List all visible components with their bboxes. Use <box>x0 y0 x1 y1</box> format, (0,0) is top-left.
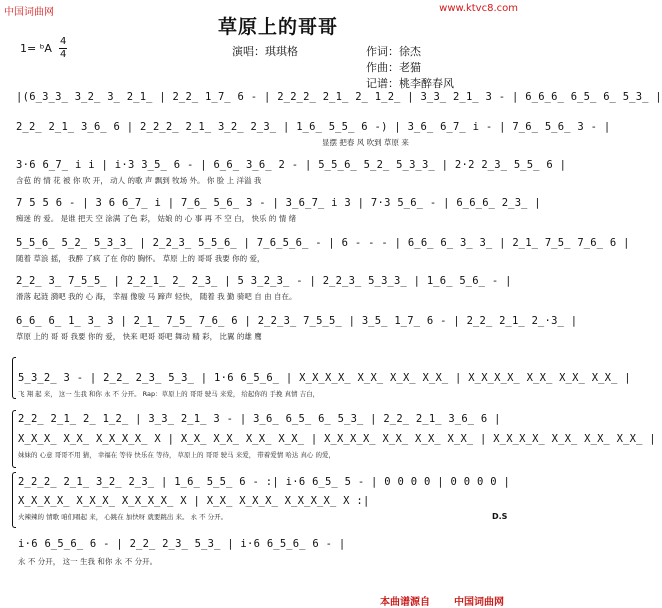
score-row-10-rap-rhythm: X̲X̲X̲X̲ X̲X̲X̲ X̲X̲X̲X̲ X | X̲X̲ X̲X̲X̲ X̲X̲X̲X̲ X :| <box>18 495 370 507</box>
score-row-5-notes: 5̲5̲6̲ 5̲2̲ 5̲3̲3̲ | 2̲2̲3̲ 5̲5̲6̲ | 7̲6̲5̲6̲ - | 6 - - - | 6̲6̲ 6̲ 3̲ 3̲ | 2̲1̲ 7̲5̲ 7̲6̲ 6 | <box>16 237 630 249</box>
dal-segno-mark: D.S <box>492 512 508 521</box>
time-signature-bottom: 4 <box>60 49 67 60</box>
score-row-2-lyrics: 显摆 把春 风 吹到 草原 来 <box>322 138 409 147</box>
source-label: 本曲谱源自 <box>380 597 430 608</box>
composer-credit: 作曲：老猫 <box>366 61 421 74</box>
system-brace <box>12 357 16 399</box>
score-row-4-lyrics: 痴迷 的 爱。 是谁 把天 空 涂满 了色 彩， 姑娘 的 心 事 再 不 空 白， 快乐 的 情 绪 <box>16 214 297 223</box>
score-row-7-lyrics: 草原 上的 哥 哥 我要 你的 爱， 快来 吧哥 哥吧 舞动 精 彩， 比翼 的雄 鹰 <box>16 332 262 341</box>
score-row-1-notes: |(6̲3̲3̲ 3̲2̲ 3̲ 2̲1̲ | 2̲2̲ 1̲7̲ 6 - | 2̲2̲2̲ 2̲1̲ 2̲ 1̲2̲ | 3̲3̲ 2̲1̲ 3 - | 6̲6̲6̲ 6̲5̲ 6̲ 5̲3̲ | <box>16 91 662 103</box>
score-row-11-notes: i·6 6̲5̲6̲ 6 - | 2̲2̲ 2̲3̲ 5̲3̲ | i·6 6̲5̲6̲ 6 - | <box>18 538 346 550</box>
score-row-10-lyrics: 火辣辣的 情歌 咱们唱起 来， 心跳在 加快呀 就要跳出 来。 永 不 分开。 <box>18 513 228 521</box>
transcriber-credit: 记谱：桃李醉春风 <box>366 77 454 90</box>
score-row-6-notes: 2̲2̲ 3̲ 7̲5̲5̲ | 2̲2̲1̲ 2̲ 2̲3̲ | 5 3̲2̲3̲ - | 2̲2̲3̲ 5̲3̲3̲ | 1̲6̲ 5̲6̲ - | <box>16 275 512 287</box>
watermark-site-url: www.ktvc8.com <box>439 3 518 14</box>
system-brace <box>12 472 16 528</box>
watermark-site-name: 中国词曲网 <box>4 7 54 18</box>
score-row-9-melody: 2̲2̲ 2̲1̲ 2̲ 1̲2̲ | 3̲3̲ 2̲1̲ 3 - | 3̲6̲ 6̲5̲ 6̲ 5̲3̲ | 2̲2̲ 2̲1̲ 3̲6̲ 6 | <box>18 413 501 425</box>
lyricist-credit: 作词：徐杰 <box>366 45 421 58</box>
score-row-9-lyrics: 妹妹的 心意 哥哥不用 猜， 幸福在 等待 快乐在 等待， 草原上的 哥哥 驶马 来爱， 带着爱情 哈达 真心 的爱， <box>18 451 335 459</box>
score-row-5-lyrics: 随着 草浪 摇， 我醉 了疯 了在 你的 胸怀。 草原 上的 哥哥 我要 你的 爱， <box>16 254 265 263</box>
score-row-3-notes: 3·6 6̲7̲ i i | i·3 3̲5̲ 6 - | 6̲6̲ 3̲6̲ 2 - | 5̲5̲6̲ 5̲2̲ 5̲3̲3̲ | 2·2 2̲3̲ 5̲5̲ 6 | <box>16 159 567 171</box>
time-signature-top: 4 <box>60 36 67 47</box>
score-row-4-notes: 7 5 5 6 - | 3 6 6̲7̲ i | 7̲6̲ 5̲6̲ 3 - | 3̲6̲7̲ i 3 | 7·3 5̲6̲ - | 6̲6̲6̲ 2̲3̲ | <box>16 197 541 209</box>
source-site-name: 中国词曲网 <box>454 597 504 608</box>
score-row-9-rap-rhythm: X̲X̲X̲ X̲X̲ X̲X̲X̲X̲ X | X̲X̲ X̲X̲ X̲X̲ X̲X̲ | X̲X̲X̲X̲ X̲X̲ X̲X̲ X̲X̲ | X̲X̲X̲X̲ X̲X̲ X̲X̲ X̲X̲ | <box>18 433 656 445</box>
score-row-2-notes: 2̲2̲ 2̲1̲ 3̲6̲ 6 | 2̲2̲2̲ 2̲1̲ 3̲2̲ 2̲3̲ | 1̲6̲ 5̲5̲ 6 -) | 3̲6̲ 6̲7̲ i - | 7̲6̲ 5̲6̲ 3 - | <box>16 121 611 133</box>
score-row-6-lyrics: 滑落 起涟 漪吧 我的 心 海， 幸福 像骏 马 蹄声 轻快， 随着 我 勤 骑吧 自 由 自在。 <box>16 292 297 301</box>
score-row-7-notes: 6̲6̲ 6̲ 1̲ 3̲ 3 | 2̲1̲ 7̲5̲ 7̲6̲ 6 | 2̲2̲3̲ 7̲5̲5̲ | 3̲5̲ 1̲7̲ 6 - | 2̲2̲ 2̲1̲ 2̲·3̲ | <box>16 315 578 327</box>
score-row-8-notes: 5̲3̲2̲ 3 - | 2̲2̲ 2̲3̲ 5̲3̲ | 1·6 6̲5̲6̲ | X̲X̲X̲X̲ X̲X̲ X̲X̲ X̲X̲ | X̲X̲X̲X̲ X̲X̲ X̲X̲ X̲X̲ | <box>18 372 631 384</box>
score-row-3-lyrics: 含苞 的 情 花 被 你 吹 开， 动人 的歌 声 飘到 牧场 外。 你 脸 上 洋溢 我 <box>16 176 262 185</box>
system-brace <box>12 410 16 468</box>
key-signature: 1= ᵇA <box>20 42 52 55</box>
score-row-11-lyrics: 永 不 分开， 这一 生我 和你 永 不 分开。 <box>18 557 158 566</box>
song-title: 草原上的哥哥 <box>218 16 339 38</box>
score-row-10-melody: 2̲2̲2̲ 2̲1̲ 3̲2̲ 2̲3̲ | 1̲6̲ 5̲5̲ 6 - :| i·6 6̲5̲ 5 - | 0 0 0 0 | 0 0 0 0 | <box>18 476 511 488</box>
score-row-8-lyrics: 飞 翔 起 来， 这一 生我 和你 永 不 分开。 Rap：草原上的 哥哥 驶马 来爱， 给起你的 手挽 真情 吉白， <box>18 390 320 398</box>
singer-credit: 演唱：琪琪格 <box>232 45 298 58</box>
